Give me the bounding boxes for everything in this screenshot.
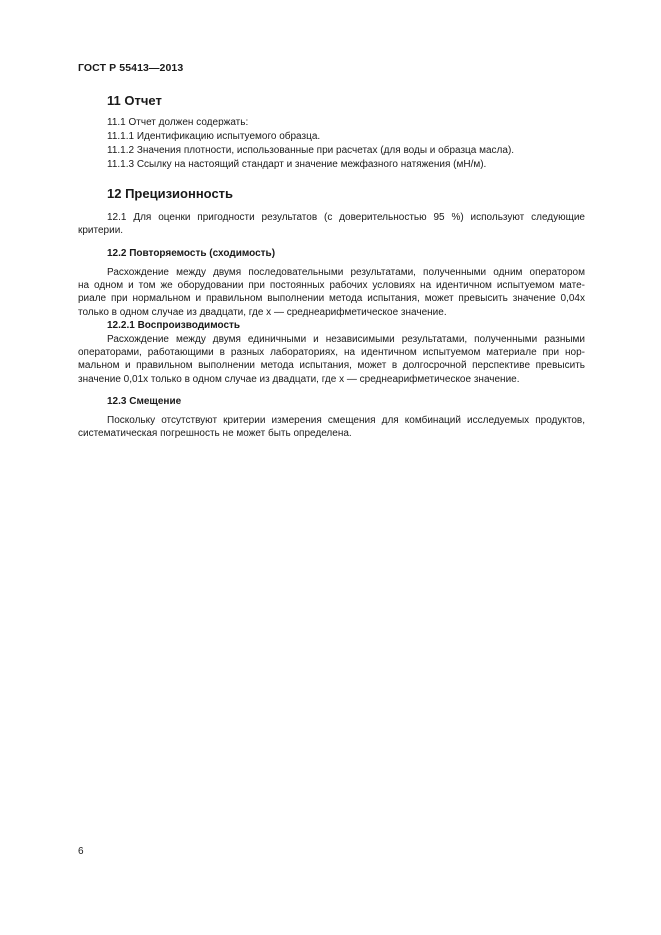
paragraph-line: систематическая погрешность не может быть определена.: [78, 428, 352, 440]
paragraph-line: 12.1 Для оценки пригодности результатов (с доверительностью 95 %) используют следующие: [107, 212, 585, 223]
report-item-11-1-1: 11.1.1 Идентификацию испытуемого образца.: [107, 131, 321, 142]
paragraph-line: критерии.: [78, 225, 124, 237]
section-12-title: 12 Прецизионность: [107, 186, 234, 201]
paragraph-line: операторами, работающими в разных лабораториях, на идентичном испытуемом материале при нор-: [78, 347, 585, 359]
paragraph-line: риале при нормальном и правильном выполнении метода испытания, может превысить значение 0,04x: [78, 293, 585, 305]
reproducibility-title: 12.2.1 Воспроизводимость: [107, 320, 241, 331]
precision-intro-paragraph: [78, 211, 585, 237]
paragraph-line: только в одном случае из двадцати, где x — среднеарифметическое значение.: [78, 306, 447, 318]
paragraph-line: Расхождение между двумя последовательными результатами, полученными одним оператором: [107, 267, 585, 278]
paragraph-line: Поскольку отсутствуют критерии измерения смещения для комбинаций исследуемых продуктов,: [107, 415, 585, 426]
paragraph-line: мальном и правильном выполнении метода испытания, может в долгосрочной перспективе превысить: [78, 360, 585, 372]
repeatability-title: 12.2 Повторяемость (сходимость): [107, 248, 276, 259]
bias-title: 12.3 Смещение: [107, 396, 182, 407]
paragraph-line: на одном и том же оборудовании при постоянных рабочих условиях на идентичном испытуемом мате-: [78, 280, 585, 292]
paragraph-line: значение 0,01x только в одном случае из двадцати, где x — среднеарифметическое значение.: [78, 373, 520, 385]
page-number: 6: [78, 846, 84, 857]
paragraph-line: Расхождение между двумя единичными и независимыми результатами, полученными разными: [107, 334, 585, 345]
section-11-title: 11 Отчет: [107, 93, 162, 108]
standard-header: ГОСТ Р 55413—2013: [78, 62, 184, 74]
report-item-11-1-2: 11.1.2 Значения плотности, использованные при расчетах (для воды и образца масла).: [107, 145, 515, 156]
reproducibility-paragraph: [78, 333, 585, 386]
bias-paragraph: [78, 414, 585, 440]
report-item-11-1: 11.1 Отчет должен содержать:: [107, 117, 249, 128]
report-item-11-1-3: 11.1.3 Ссылку на настоящий стандарт и значение межфазного натяжения (мН/м).: [107, 159, 487, 170]
repeatability-paragraph: [78, 266, 585, 319]
